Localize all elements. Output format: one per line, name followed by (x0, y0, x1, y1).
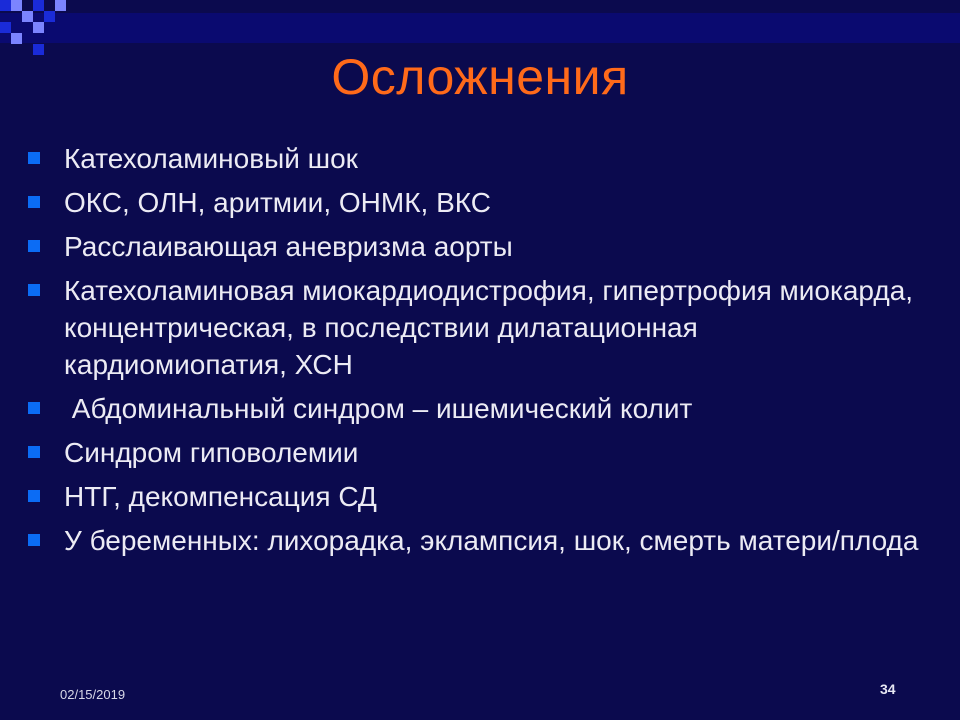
square-bullet-icon (28, 284, 40, 296)
square-bullet-icon (28, 196, 40, 208)
deco-square (0, 22, 11, 33)
square-bullet-icon (28, 240, 40, 252)
bullet-text: У беременных: лихорадка, эклампсия, шок, смерть матери/плода (64, 525, 919, 556)
bullet-text: Абдоминальный синдром – ишемический колит (64, 393, 693, 424)
square-bullet-icon (28, 490, 40, 502)
bullet-item (28, 272, 928, 383)
bullet-item (28, 228, 928, 265)
bullet-item (28, 478, 928, 515)
bullet-list (28, 140, 928, 566)
square-bullet-icon (28, 402, 40, 414)
bullet-text: НТГ, декомпенсация СД (64, 481, 377, 512)
square-bullet-icon (28, 446, 40, 458)
bullet-text: Катехоламиновый шок (64, 143, 358, 174)
deco-square (33, 0, 44, 11)
deco-square (33, 22, 44, 33)
bullet-text: ОКС, ОЛН, аритмии, ОНМК, ВКС (64, 187, 491, 218)
square-bullet-icon (28, 152, 40, 164)
bullet-text: Расслаивающая аневризма аорты (64, 231, 513, 262)
header-band (0, 13, 960, 43)
square-bullet-icon (28, 534, 40, 546)
bullet-item (28, 522, 928, 559)
slide-date: 02/15/2019 (60, 687, 126, 702)
deco-square (22, 11, 33, 22)
slide-title: Осложнения (331, 49, 629, 105)
deco-square (55, 0, 66, 11)
page-number: 34 (880, 681, 896, 697)
bullet-item (28, 140, 928, 177)
deco-square (0, 0, 11, 11)
bullet-item (28, 184, 928, 221)
deco-square (11, 0, 22, 11)
deco-square (11, 33, 22, 44)
bullet-item (28, 434, 928, 471)
bullet-text: Синдром гиповолемии (64, 437, 359, 468)
deco-square (44, 11, 55, 22)
bullet-text: Катехоламиновая миокардиодистрофия, гипертрофия миокарда, концентрическая, в последствии дилатационная кардиомиопатия, ХСН (64, 275, 914, 380)
bullet-item (28, 390, 928, 427)
